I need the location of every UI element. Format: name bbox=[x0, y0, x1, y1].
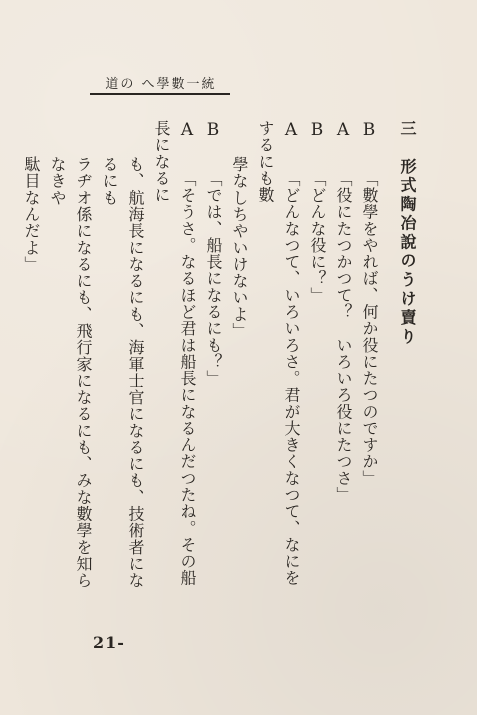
dialogue-line bbox=[304, 120, 330, 590]
running-head bbox=[93, 72, 229, 92]
dialogue-continuation bbox=[18, 120, 44, 590]
dialogue-continuation bbox=[44, 120, 96, 590]
dialogue-text: 「役にたつかつて？ いろいろ役にたつさ」 bbox=[334, 170, 353, 504]
dialogue-continuation bbox=[226, 120, 252, 590]
dialogue-text: 駄目なんだよ」 bbox=[22, 156, 41, 273]
dialogue-line bbox=[148, 120, 200, 590]
dialogue-text: 「そうさ。なるほど君は船長になるんだつたね。その船長になるに bbox=[152, 120, 197, 587]
dialogue-text: 「どんな役に？」 bbox=[308, 170, 327, 304]
dialogue-text: 學なしちやいけないよ」 bbox=[230, 156, 249, 340]
speaker-label: A bbox=[281, 120, 301, 141]
dialogue-text: ラヂオ係になるにも、飛行家になるにも、みな數學を知らなきや bbox=[48, 156, 93, 589]
speaker-label: A bbox=[177, 120, 197, 141]
dialogue-text: 「數學をやれば、何か役にたつのですか」 bbox=[360, 170, 379, 487]
speaker-label: A bbox=[333, 120, 353, 141]
header-rule bbox=[90, 93, 230, 95]
dialogue-text: も、航海長になるにも、海軍士官になるにも、技術者になるにも bbox=[100, 156, 145, 589]
dialogue-text: 「どんなつて、いろいろさ。君が大きくなつて、なにをするにも數 bbox=[256, 120, 301, 587]
speaker-label: B bbox=[307, 120, 327, 141]
dialogue-line bbox=[200, 120, 226, 590]
dialogue-text: 「では、船長になるにも？」 bbox=[204, 170, 223, 387]
vertical-text-block bbox=[22, 120, 420, 590]
dialogue-line bbox=[330, 120, 356, 590]
speaker-label: B bbox=[359, 120, 379, 141]
page-number: 21- bbox=[93, 633, 125, 652]
dialogue-line bbox=[252, 120, 304, 590]
speaker-label: B bbox=[203, 120, 223, 141]
running-title: 道の へ學數一統 bbox=[105, 77, 217, 92]
dialogue-line bbox=[356, 120, 382, 590]
dialogue-continuation bbox=[96, 120, 148, 590]
section-heading: 三 形式陶冶說のうけ賣り bbox=[398, 120, 417, 347]
